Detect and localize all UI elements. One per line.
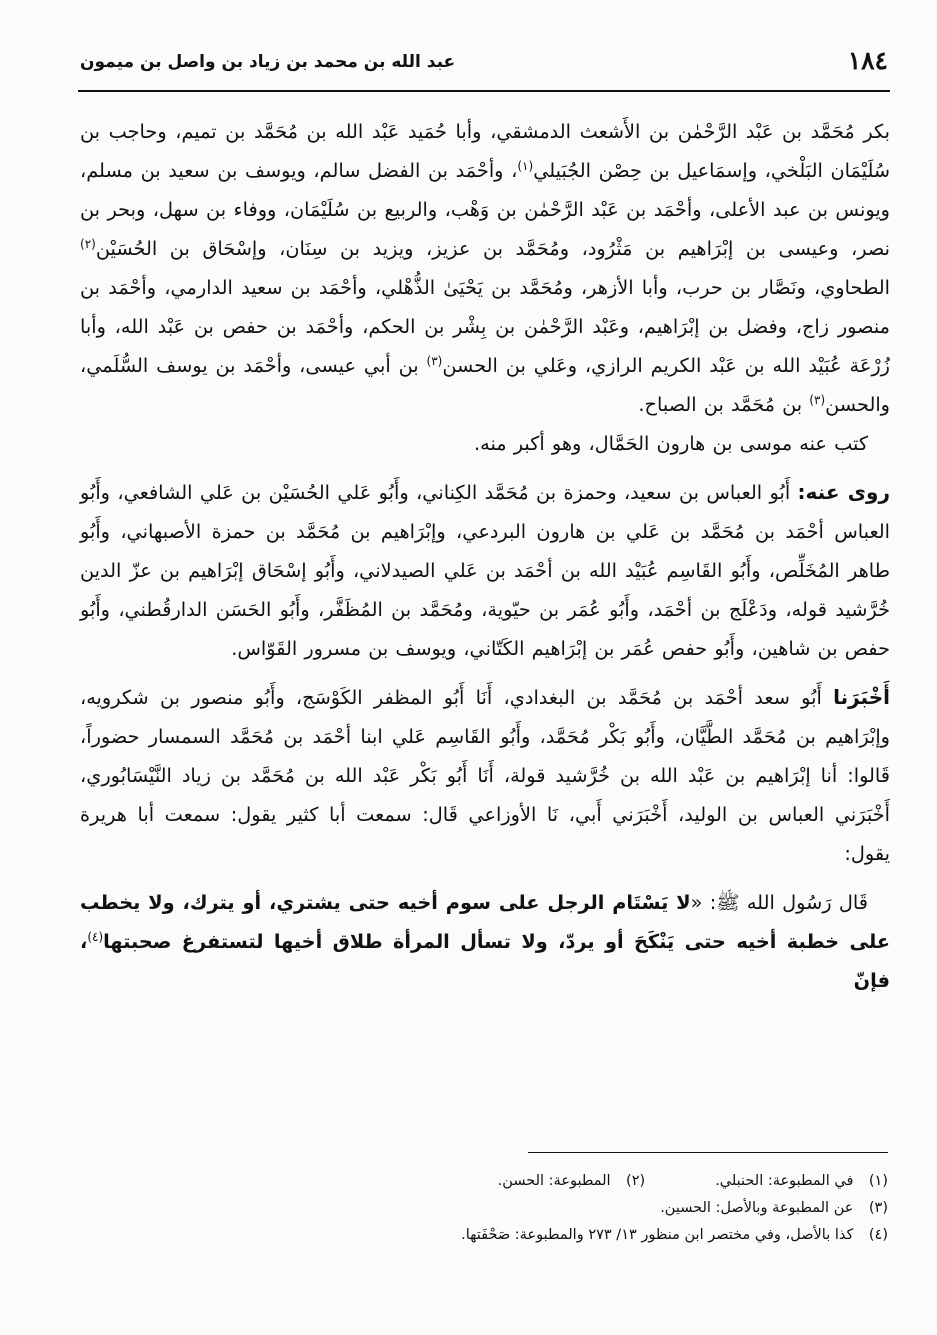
text-run: قَال رَسُول الله ﷺ: « bbox=[690, 891, 868, 914]
text-run: بن مُحَمَّد بن الصباح. bbox=[638, 393, 810, 416]
text-run: بن أبي عيسى، وأحْمَد بن يوسف السُّلَمي، والحسن bbox=[80, 354, 890, 416]
page-header bbox=[80, 44, 888, 88]
running-title: عبد الله بن محمد بن زياد بن واصل بن ميمون bbox=[80, 52, 456, 72]
footnote-ref[interactable]: (٣) bbox=[809, 393, 826, 407]
footnote-1 bbox=[715, 1168, 888, 1195]
footnote-ref[interactable]: (٤) bbox=[87, 930, 104, 944]
main-text bbox=[80, 112, 890, 1000]
footnote-ref[interactable]: (١) bbox=[517, 159, 534, 173]
footnote-text: كذا بالأصل، وفي مختصر ابن منظور ١٣/ ٢٧٣ والمطبوعة: صَحْفَتها. bbox=[461, 1227, 854, 1243]
footnote-number: (١) bbox=[868, 1173, 888, 1189]
header-divider bbox=[78, 90, 890, 92]
lead-word: روى عنه: bbox=[797, 480, 890, 504]
text-run: الطحاوي، ونَصَّار بن حرب، وأبا الأزهر، ومُحَمَّد بن يَحْيَىٰ الذُّهْلي، وأحْمَد بن سعيد الدارمي، وأحْمَد بن منصور زاج، وفضل بن إبْرَاهيم، وعَبْد الرَّحْمٰن بن بِشْر بن الحكم، وأحْمَد بن حفص بن عَبْد الله، وأبا زُرْعَة عُبَيْد الله بن عَبْد الكريم الرازي، وعَلي بن الحسن bbox=[80, 276, 890, 377]
footnote-divider bbox=[528, 1152, 888, 1153]
paragraph-teachers bbox=[80, 112, 890, 424]
footnote-number: (٤) bbox=[868, 1227, 888, 1243]
footnote-3 bbox=[660, 1195, 888, 1222]
footnote-row bbox=[80, 1195, 888, 1222]
footnote-number: (٣) bbox=[868, 1200, 888, 1216]
paragraph-hadith bbox=[80, 883, 890, 1000]
footnote-text: في المطبوعة: الحنبلي. bbox=[715, 1173, 854, 1189]
footnotes bbox=[80, 1168, 888, 1249]
footnote-number: (٢) bbox=[626, 1173, 646, 1189]
footnote-text: المطبوعة: الحسن. bbox=[497, 1173, 611, 1189]
text-run: بكر مُحَمَّد بن عَبْد الرَّحْمٰن بن الأَشعث الدمشقي، وأبا حُمَيد عَبْد الله بن مُحَمَّد بن تميم، وحاجب بن سُلَيْمَان البَلْخي، وإسمَاعيل بن حِصْن الجُبَيلي bbox=[80, 120, 890, 182]
footnote-2 bbox=[498, 1168, 646, 1195]
text-run: ، وأحْمَد بن الفضل سالم، ويوسف بن سعيد بن مسلم، ويونس بن عبد الأعلى، وأحْمَد بن عَبْد الرَّحْمٰن بن وَهْب، والربيع بن سُلَيْمَان، ووفاء بن سهل، وبحر بن نصر، وعيسى بن إبْرَاهيم بن مَثْرُود، ومُحَمَّد بن عزيز، ويزيد بن سِنَان، وإسْحَاق بن الحُسَيْن bbox=[80, 159, 890, 260]
hadith-text: لا يَسْتَام الرجل على سوم أخيه حتى يشتري، أو يترك، ولا يخطب على خطبة أخيه حتى يَنْكَحَ أو يردّ، ولا تسأل المرأة طلاق أخيها لتستفرغ صحبتها bbox=[80, 891, 890, 953]
paragraph-narrators bbox=[80, 473, 890, 668]
footnote-text: عن المطبوعة وبالأصل: الحسين. bbox=[660, 1200, 854, 1216]
hadith-text: ، فإنّ bbox=[80, 930, 890, 992]
page-number: ١٨٤ bbox=[847, 46, 888, 75]
text-run: أَبُو العباس بن سعيد، وحمزة بن مُحَمَّد الكِناني، وأَبُو عَلي الحُسَيْن بن عَلي الشافعي، وأَبُو العباس أحْمَد بن مُحَمَّد بن عَلي بن هارون البردعي، وإبْرَاهيم بن مُحَمَّد بن حمزة الأصبهاني، وأَبُو طاهر المُخَلِّص، وأَبُو القَاسِم عُبَيْد الله بن أحْمَد بن عَلي الصيدلاني، وأَبُو إسْحَاق إبْرَاهيم بن عزّ الدين خُرَّشيد قوله، ودَعْلَج بن أحْمَد، وأَبُو عُمَر بن حيّوية، ومُحَمَّد بن المُظَفَّر، وأَبُو الحَسَن الدارقُطني، وأَبُو حفص بن شاهين، وأَبُو حفص عُمَر بن إبْرَاهيم الكَتّاني، ويوسف بن مسرور القَوّاس. bbox=[80, 481, 890, 660]
footnote-4 bbox=[461, 1222, 888, 1249]
paragraph-wrote-from-him: كتب عنه موسى بن هارون الحَمَّال، وهو أكبر منه. bbox=[474, 432, 868, 455]
text-run: أَبُو سعد أحْمَد بن مُحَمَّد بن البغدادي، أَنَا أَبُو المظفر الكَوْسَج، وأَبُو منصور بن شكرويه، وإبْرَاهيم بن مُحَمَّد الطَّيَّان، وأَبُو بَكْر مُحَمَّد، وأَبُو القَاسِم عَلي ابنا أحْمَد بن مُحَمَّد السمسار حضوراً، قَالوا: أنا إبْرَاهيم بن عَبْد الله بن خُرَّشيد قولة، أَنَا أَبُو بَكْر عَبْد الله بن مُحَمَّد بن زياد النَّيْسَابُوري، أَخْبَرَني العباس بن الوليد، أَخْبَرَني أَبي، نَا الأوزاعي قَال: سمعت أبا كثير يقول: سمعت أبا هريرة يقول: bbox=[80, 686, 890, 865]
lead-word: أَخْبَرَنا bbox=[833, 685, 890, 709]
footnote-ref[interactable]: (٢) bbox=[80, 237, 96, 251]
footnote-row bbox=[80, 1168, 888, 1195]
footnote-ref[interactable]: (٣) bbox=[426, 354, 443, 368]
paragraph-isnad bbox=[80, 678, 890, 873]
footnote-row bbox=[80, 1222, 888, 1249]
